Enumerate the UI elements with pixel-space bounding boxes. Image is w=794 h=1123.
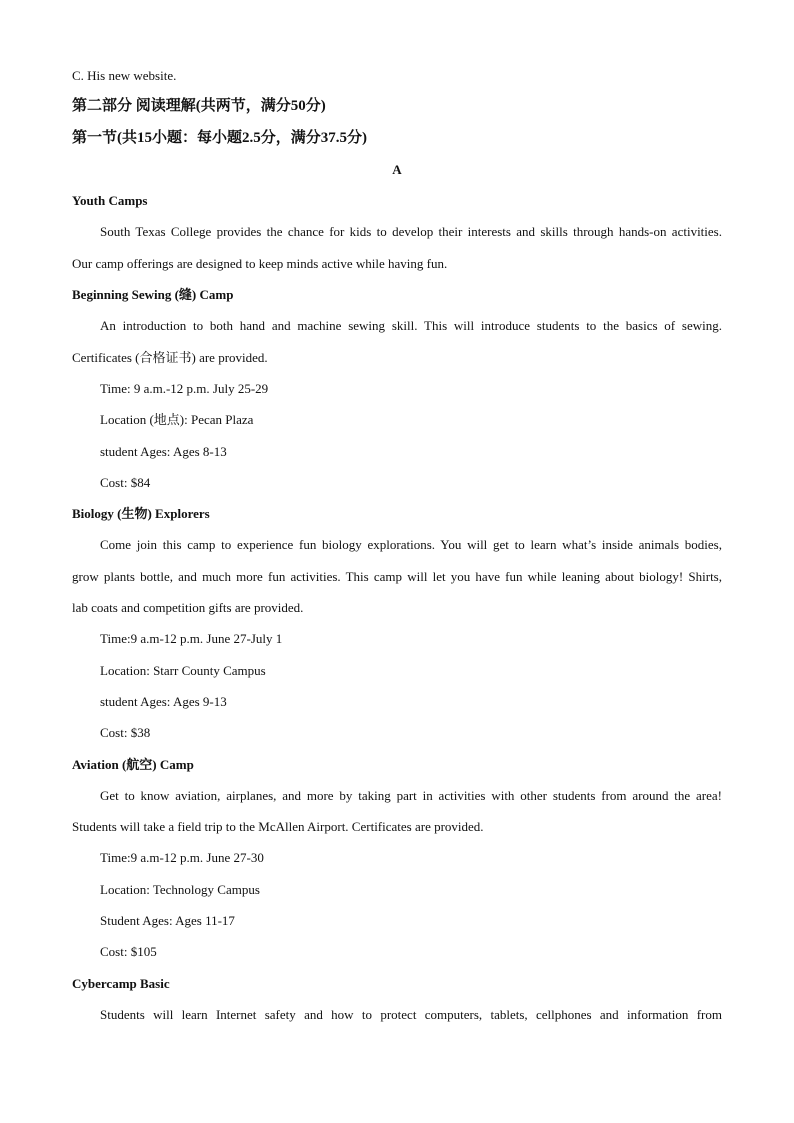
camp-desc-line: lab coats and competition gifts are provided. xyxy=(72,600,304,616)
camp-ages: student Ages: Ages 9-13 xyxy=(100,693,227,709)
camp-desc-line: Students will take a field trip to the McAllen Airport. Certificates are provided. xyxy=(72,819,484,835)
camp-desc-line: Certificates (合格证书) are provided. xyxy=(72,349,268,365)
camp-desc-line: An introduction to both hand and machine sewing skill. This will introduce students to the basics of sewing. xyxy=(100,318,722,334)
passage-title: Youth Camps xyxy=(72,193,148,209)
camp-desc-line: grow plants bottle, and much more fun activities. This camp will let you have fun while leaning about biology! Shirts, xyxy=(72,568,722,584)
camp-title-cybercamp: Cybercamp Basic xyxy=(72,975,170,991)
camp-location: Location (地点): Pecan Plaza xyxy=(100,412,254,428)
camp-time: Time:9 a.m-12 p.m. June 27-30 xyxy=(100,850,264,866)
previous-option-text: C. His new website. xyxy=(72,68,177,83)
camp-time: Time:9 a.m-12 p.m. June 27-July 1 xyxy=(100,631,283,647)
passage-label: A xyxy=(392,161,402,177)
camp-cost: Cost: $105 xyxy=(100,944,157,960)
intro-line-2: Our camp offerings are designed to keep minds active while having fun. xyxy=(72,255,448,271)
section-heading: 第一节(共15小题：每小题2.5分，满分37.5分) xyxy=(72,129,367,146)
part-heading: 第二部分 阅读理解(共两节，满分50分) xyxy=(72,98,326,115)
camp-desc-line: Students will learn Internet safety and how to protect computers, tablets, cellphones and information from xyxy=(100,1006,722,1022)
camp-ages: Student Ages: Ages 11-17 xyxy=(100,913,235,929)
intro-line-1: South Texas College provides the chance for kids to develop their interests and skills through hands-on activities. xyxy=(100,224,722,240)
camp-desc-line: Come join this camp to experience fun biology explorations. You will get to learn what’s inside animals bodies, xyxy=(100,537,722,553)
camp-title-biology: Biology (生物) Explorers xyxy=(72,506,210,522)
camp-cost: Cost: $38 xyxy=(100,725,151,741)
camp-location: Location: Starr County Campus xyxy=(100,662,266,678)
camp-ages: student Ages: Ages 8-13 xyxy=(100,443,227,459)
document-page xyxy=(72,60,722,1030)
camp-cost: Cost: $84 xyxy=(100,474,151,490)
camp-desc-line: Get to know aviation, airplanes, and more by taking part in activities with other students from around the area! xyxy=(100,787,722,803)
camp-title-aviation: Aviation (航空) Camp xyxy=(72,756,194,772)
camp-location: Location: Technology Campus xyxy=(100,881,260,897)
camp-title-sewing: Beginning Sewing (缝) Camp xyxy=(72,287,234,303)
camp-time: Time: 9 a.m.-12 p.m. July 25-29 xyxy=(100,380,269,396)
